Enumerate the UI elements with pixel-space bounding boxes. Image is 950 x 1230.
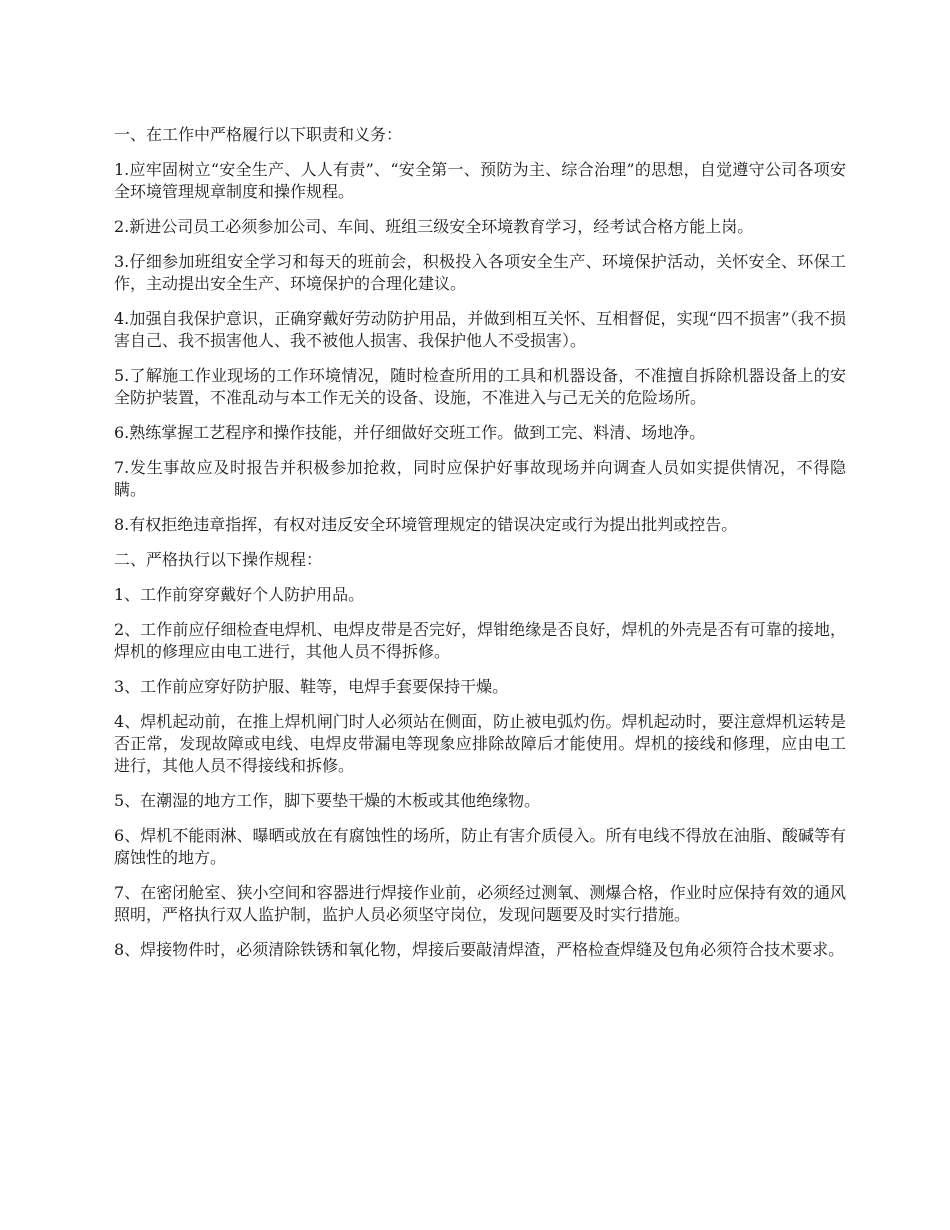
duty-item: 6.熟练掌握工艺程序和操作技能，并仔细做好交班工作。做到工完、料清、场地净。 — [114, 423, 706, 442]
procedure-item: 8、焊接物件时，必须清除铁锈和氧化物，焊接后要敲清焊渣，严格检查焊缝及包角必须符合技术要求。 — [114, 940, 845, 959]
duty-item: 7.发生事故应及时报告并积极参加抢救，同时应保护好事故现场并向调查人员如实提供情况，不得隐瞒。 — [114, 458, 846, 499]
procedure-item: 3、工作前应穿好防护服、鞋等，电焊手套要保持干燥。 — [114, 677, 509, 696]
procedure-item: 1、工作前穿穿戴好个人防护用品。 — [114, 585, 365, 604]
procedure-item: 4、焊机起动前，在推上焊机闸门时人必须站在侧面，防止被电弧灼伤。焊机起动时，要注意焊机运转是否正常，发现故障或电线、电焊皮带漏电等现象应排除故障后才能使用。焊机的接线和修理，应由电工进行，其他人员不得接线和拆修。 — [114, 712, 846, 775]
duty-item: 2.新进公司员工必须参加公司、车间、班组三级安全环境教育学习，经考试合格方能上岗。 — [114, 217, 754, 236]
section-heading: 一、在工作中严格履行以下职责和义务： — [114, 125, 403, 144]
procedure-item: 5、在潮湿的地方工作，脚下要垫干燥的木板或其他绝缘物。 — [114, 791, 541, 810]
section-heading: 二、严格执行以下操作规程： — [114, 550, 323, 569]
procedure-item: 2、工作前应仔细检查电焊机、电焊皮带是否完好，焊钳绝缘是否良好，焊机的外壳是否有可靠的接地，焊机的修理应由电工进行，其他人员不得拆修。 — [114, 620, 846, 661]
duty-item: 5.了解施工作业现场的工作环境情况，随时检查所用的工具和机器设备，不准擅自拆除机器设备上的安全防护装置，不准乱动与本工作无关的设备、设施，不准进入与己无关的危险场所。 — [114, 366, 846, 407]
procedure-item: 6、焊机不能雨淋、曝晒或放在有腐蚀性的场所，防止有害介质侵入。所有电线不得放在油脂、酸碱等有腐蚀性的地方。 — [114, 826, 846, 867]
duty-item: 1.应牢固树立“安全生产、人人有责”、“安全第一、预防为主、综合治理”的思想，自觉遵守公司各项安全环境管理规章制度和操作规程。 — [114, 160, 846, 201]
duty-item: 3.仔细参加班组安全学习和每天的班前会，积极投入各项安全生产、环境保护活动，关怀安全、环保工作，主动提出安全生产、环境保护的合理化建议。 — [114, 252, 846, 293]
duty-item: 4.加强自我保护意识，正确穿戴好劳动防护用品，并做到相互关怀、互相督促，实现“四不损害”（我不损害自己、我不损害他人、我不被他人损害、我保护他人不受损害）。 — [114, 309, 846, 350]
document-body — [114, 124, 846, 974]
procedure-item: 7、在密闭舱室、狭小空间和容器进行焊接作业前，必须经过测氧、测爆合格，作业时应保持有效的通风照明，严格执行双人监护制，监护人员必须坚守岗位，发现问题要及时实行措施。 — [114, 883, 846, 924]
duty-item: 8.有权拒绝违章指挥，有权对违反安全环境管理规定的错误决定或行为提出批判或控告。 — [114, 515, 738, 534]
